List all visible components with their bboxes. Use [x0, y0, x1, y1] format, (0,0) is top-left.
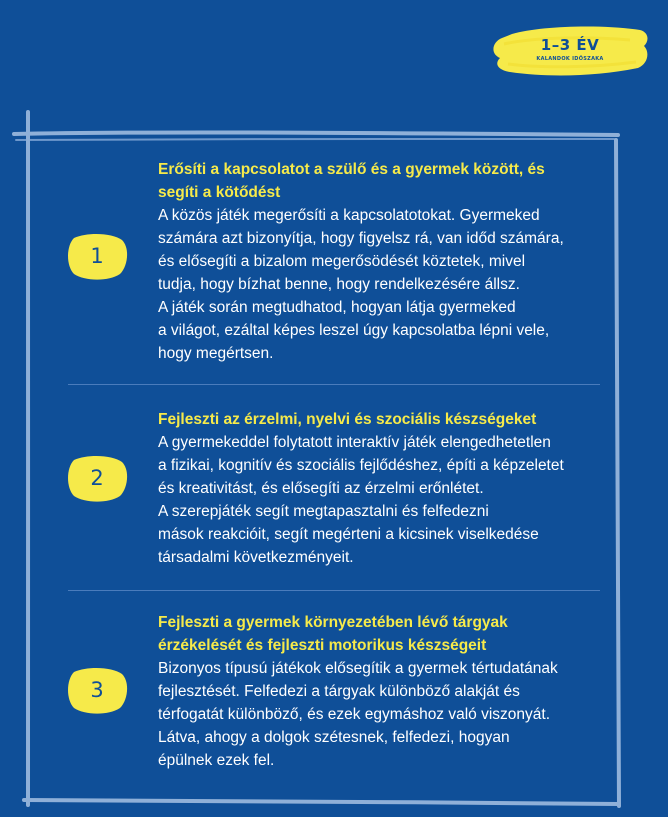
number-badge-2 — [64, 452, 130, 504]
number-badge-1 — [64, 230, 130, 282]
section-divider — [68, 590, 600, 591]
item-title-3: Fejleszti a gyermek környezetében lévő tárgyak érzékelését és fejleszti motorikus készségeit — [158, 614, 508, 654]
item-title-1: Erősíti a kapcsolatot a szülő és a gyermek között, és segíti a kötődést — [158, 161, 545, 201]
number-label: 2 — [90, 466, 104, 490]
section-divider — [68, 384, 600, 385]
number-badge-3 — [64, 664, 130, 716]
item-body-1: A közös játék megerősíti a kapcsolatotokat. Gyermeked számára azt bizonyítja, hogy figyelsz rá, van időd számára, és elősegíti a bizalom megerősödését köztetek, mivel tudja, hogy bízhat benne, hogy rendelkezésére állsz. A játék során megtudhatod, hogyan látja gyermeked a világot, ezáltal képes leszel úgy kapcsolatba lépni vele, hogy megértsen. — [158, 207, 564, 362]
age-range-label: 1–3 ÉV — [540, 36, 600, 54]
item-title-2: Fejleszti az érzelmi, nyelvi és szociális készségeket — [158, 411, 537, 428]
age-period-label: KALANDOK IDŐSZAKA — [536, 56, 604, 62]
item-body-3: Bizonyos típusú játékok elősegítik a gyermek tértudatának fejlesztését. Felfedezi a tárgyak különböző alakját és térfogatát különböző, és ezek egymáshoz való viszonyát. Látva, ahogy a dolgok szétesnek, felfedezi, hogyan épülnek ezek fel. — [158, 660, 558, 769]
number-label: 3 — [90, 678, 104, 702]
number-label: 1 — [90, 244, 104, 268]
item-body-2: A gyermekeddel folytatott interaktív játék elengedhetetlen a fizikai, kognitív és szociális fejlődéshez, építi a képzeletet és kreativitást, és elősegíti az érzelmi erőnlétet. A szerepjáték segít megtapasztalni és felfedezni mások reakcióit, segít megérteni a kicsinek viselkedése társadalmi következményeit. — [158, 434, 564, 566]
